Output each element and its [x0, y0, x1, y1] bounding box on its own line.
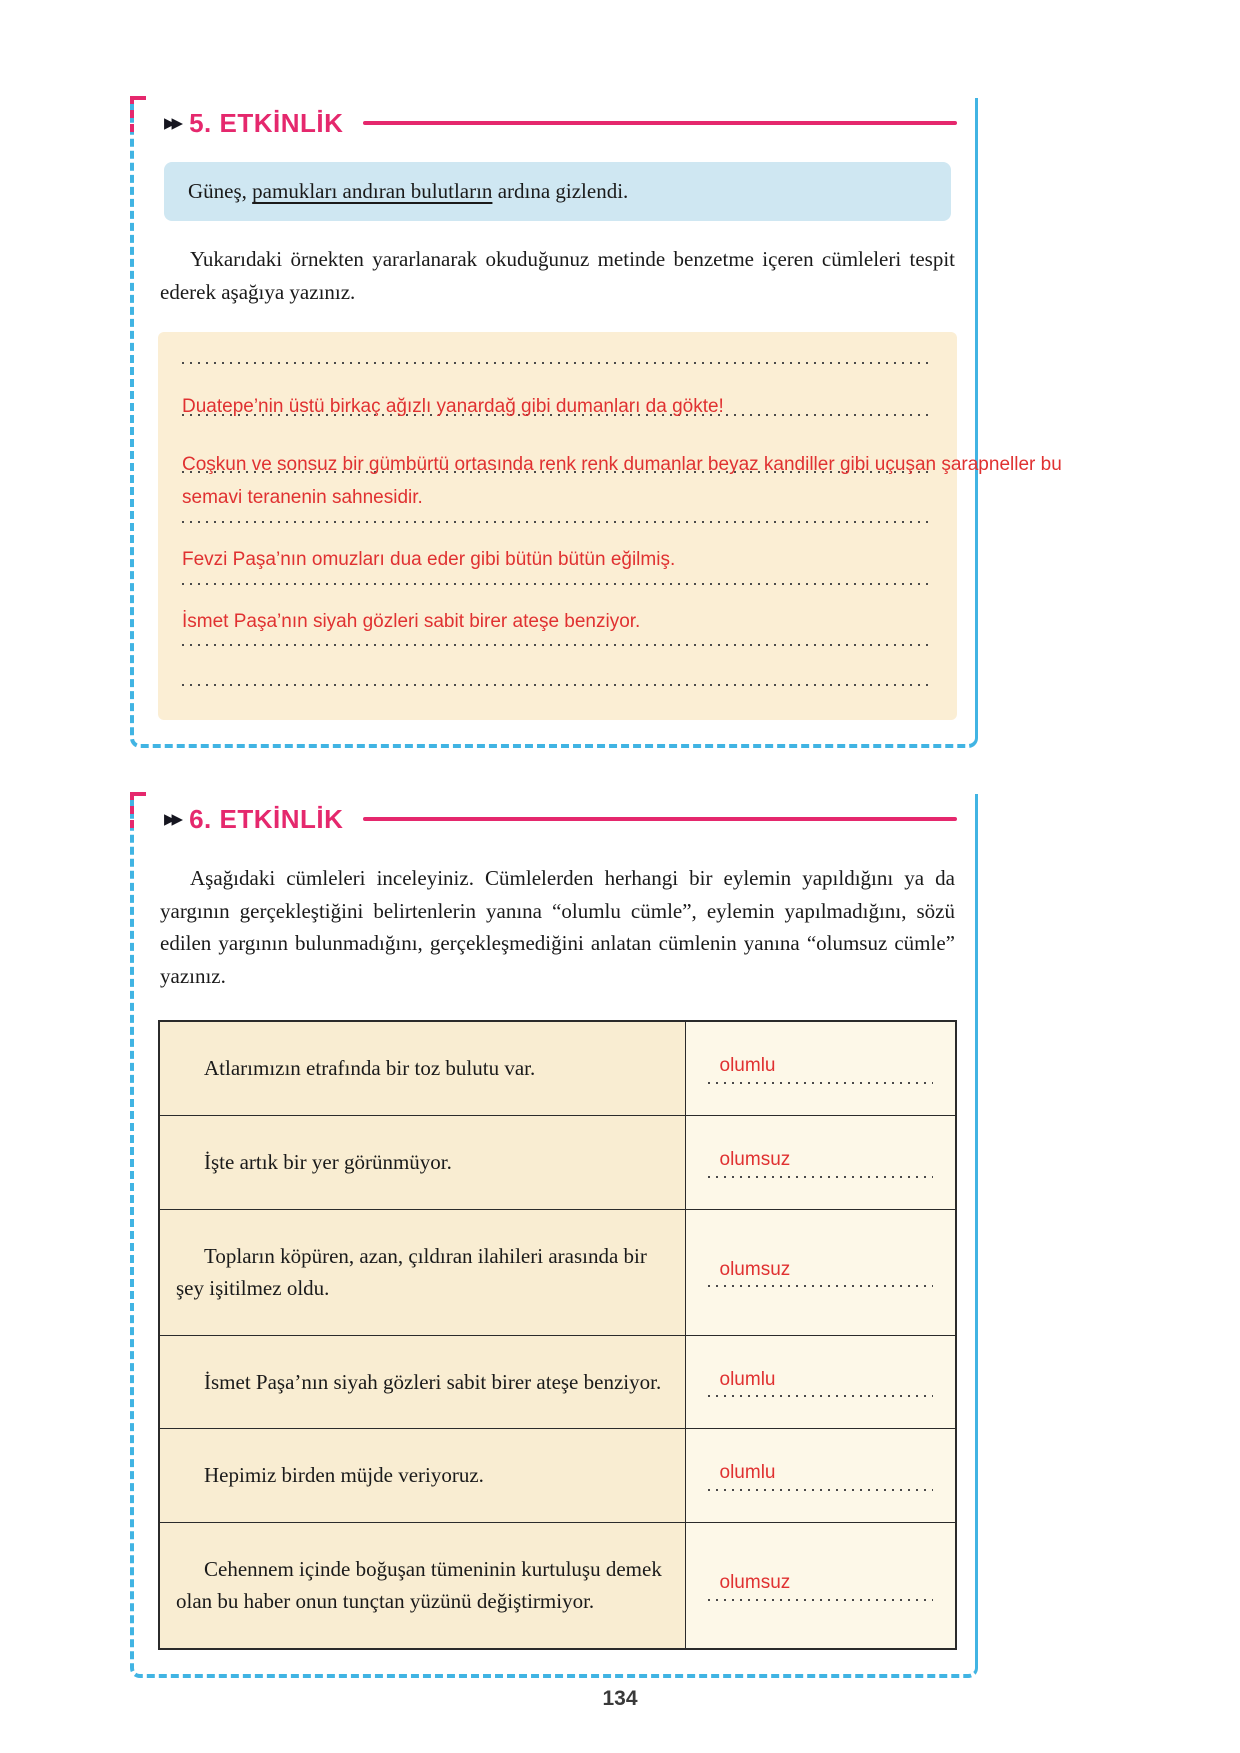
answer-word: olumsuz [719, 1571, 791, 1593]
answer-cell [685, 1021, 956, 1115]
example-sentence-box [164, 162, 951, 221]
activity-5-instruction: Yukarıdaki örnekten yararlanarak okuduğunuz metinde benzetme içeren cümleleri tespit ederek aşağıya yazınız. [160, 247, 955, 304]
answer-line-4: İsmet Paşa’nın siyah gözleri sabit birer ateşe benziyor. [182, 609, 933, 647]
table-row [159, 1209, 956, 1335]
dotted-line [708, 1285, 933, 1287]
dotted-line [708, 1599, 933, 1601]
answer-line-1: Duatepe’nin üstü birkaç ağızlı yanardağ gibi dumanları da gökte! [182, 392, 933, 422]
table-row [159, 1522, 956, 1649]
activity-6-title: 6. ETKİNLİK [189, 803, 344, 834]
table-row [159, 1021, 956, 1115]
sentence-table [158, 1020, 957, 1649]
example-pre: Güneş, [188, 179, 253, 203]
answer-cell [685, 1522, 956, 1649]
activity-5-header [158, 98, 957, 144]
sentence-cell: İşte artık bir yer görünmüyor. [159, 1116, 685, 1210]
answer-word: olumlu [719, 1055, 776, 1077]
title-rule [363, 121, 957, 125]
answer-cell [685, 1335, 956, 1429]
activity-6-header [158, 794, 957, 840]
sentence-cell: Atlarımızın etrafında bir toz bulutu var. [159, 1021, 685, 1115]
double-chevron-icon: ▸▸ [164, 805, 180, 832]
dotted-line [708, 1489, 933, 1491]
activity-5-title: 5. ETKİNLİK [189, 107, 344, 138]
sentence-cell: Topların köpüren, azan, çıldıran ilahileri arasında bir şey işitilmez oldu. [159, 1209, 685, 1335]
sentence-cell: Hepimiz birden müjde veriyoruz. [159, 1429, 685, 1523]
example-post: ardına gizlendi. [492, 179, 629, 203]
table-row [159, 1429, 956, 1523]
answer-cell [685, 1429, 956, 1523]
answer-line-2: Coşkun ve sonsuz bir gümbürtü ortasında renk renk dumanlar beyaz kandiller gibi uçuşan şarapneller bu [182, 450, 933, 480]
dotted-line [182, 684, 933, 686]
activity-6-instruction: Aşağıdaki cümleleri inceleyiniz. Cümlelerden herhangi bir eylemin yapıldığını ya da yargının gerçekleştiğini belirtenlerin yanına “olumlu cümle”, eylemin yapılmadığını, sözü edilen yargının bulunmadığını, gerçekleşmediğini anlatan cümlenin yanına “olumsuz cümle” yazınız. [160, 866, 955, 988]
double-chevron-icon: ▸▸ [164, 109, 180, 136]
answer-cell [685, 1209, 956, 1335]
table-row [159, 1335, 956, 1429]
answer-line-3: Fevzi Paşa’nın omuzları dua eder gibi bütün bütün eğilmiş. [182, 547, 933, 585]
title-rule [363, 817, 957, 821]
corner-dash-mark [130, 96, 146, 132]
page-number: 134 [602, 1687, 638, 1710]
table-row [159, 1116, 956, 1210]
corner-dash-mark [130, 792, 146, 828]
answer-word: olumsuz [719, 1258, 791, 1280]
dotted-line [708, 1395, 933, 1397]
sentence-cell: Cehennem içinde boğuşan tümeninin kurtuluşu demek olan bu haber onun tunçtan yüzünü değiştirmiyor. [159, 1522, 685, 1649]
sentence-cell: İsmet Paşa’nın siyah gözleri sabit birer ateşe benziyor. [159, 1335, 685, 1429]
activity-5 [130, 98, 1062, 748]
answer-line-2-continued: semavi teranenin sahnesidir. [182, 485, 933, 523]
dotted-line [708, 1176, 933, 1178]
answer-cell [685, 1116, 956, 1210]
dotted-line [708, 1082, 933, 1084]
answer-word: olumlu [719, 1368, 776, 1390]
example-underlined: pamukları andıran bulutların [252, 179, 493, 203]
answer-word: olumsuz [719, 1148, 791, 1170]
dotted-line [182, 362, 933, 364]
answer-word: olumlu [719, 1462, 776, 1484]
activity-5-answer-area [158, 332, 1062, 720]
activity-6 [130, 794, 978, 1678]
